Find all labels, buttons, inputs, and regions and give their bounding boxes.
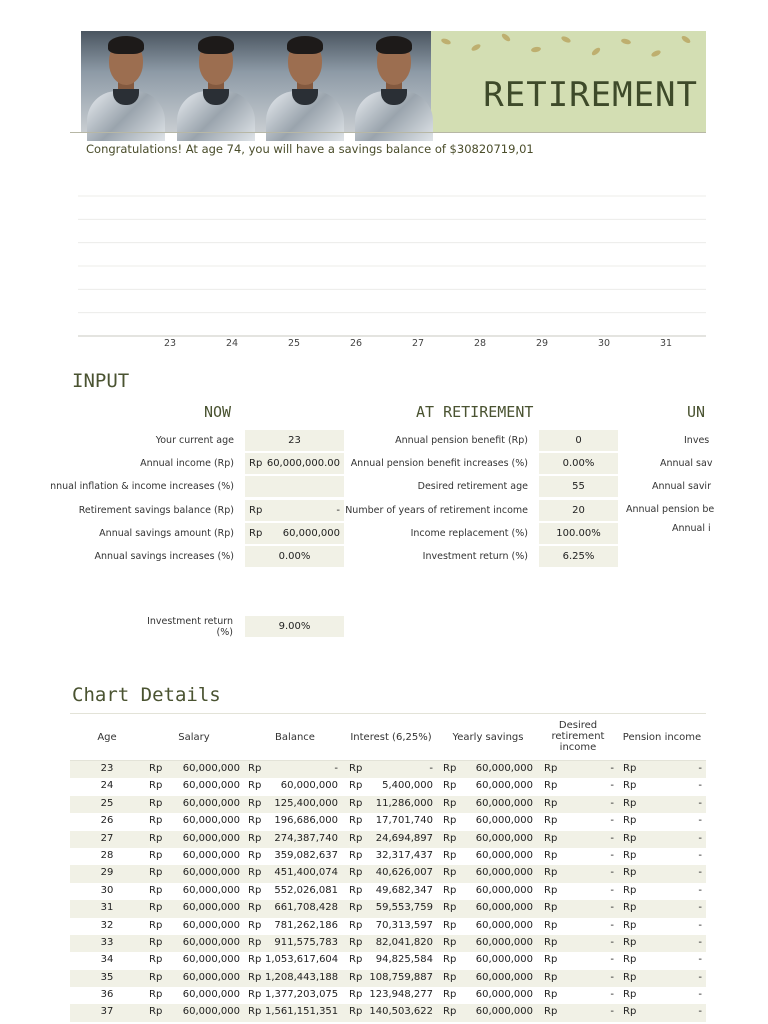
cell-balance: 781,262,186 (274, 919, 338, 931)
cell-pension-income: - (698, 815, 702, 827)
cell-salary: 60,000,000 (182, 780, 240, 792)
cell-currency: Rp (623, 919, 637, 931)
table-row (70, 952, 706, 969)
now-field-input[interactable] (245, 523, 344, 544)
table-row (70, 987, 706, 1004)
cell-desired-income: - (610, 867, 614, 879)
cell-interest: 17,701,740 (375, 815, 433, 827)
cell-age: 25 (100, 797, 114, 809)
field-value: - (336, 504, 340, 516)
chart-details-heading: Chart Details (72, 684, 221, 706)
cell-currency: Rp (349, 936, 363, 948)
cell-currency: Rp (149, 849, 163, 861)
col-salary: Salary (178, 732, 210, 743)
table-header (70, 713, 706, 761)
cell-currency: Rp (443, 780, 457, 792)
cell-balance: 274,387,740 (274, 832, 338, 844)
cell-currency: Rp (443, 815, 457, 827)
cell-currency: Rp (248, 797, 262, 809)
cell-age: 34 (100, 954, 114, 966)
x-tick-label: 27 (411, 338, 425, 349)
cell-currency: Rp (544, 1006, 558, 1018)
cell-desired-income: - (610, 815, 614, 827)
cell-currency: Rp (443, 867, 457, 879)
now-field-label: Retirement savings balance (Rp) (78, 504, 234, 516)
cell-currency: Rp (544, 849, 558, 861)
cell-currency: Rp (443, 797, 457, 809)
cell-currency: Rp (248, 815, 262, 827)
divider (70, 132, 706, 133)
field-value: 55 (572, 481, 585, 493)
cell-currency: Rp (248, 971, 262, 983)
cell-currency: Rp (544, 763, 558, 774)
cell-currency: Rp (248, 867, 262, 879)
field-value: 100.00% (556, 527, 601, 539)
x-tick-label: 23 (163, 338, 177, 349)
banner-title: RETIREMENT (483, 75, 698, 115)
cell-pension-income: - (698, 832, 702, 844)
cell-salary: 60,000,000 (182, 954, 240, 966)
cell-currency: Rp (623, 849, 637, 861)
now-field-input[interactable] (245, 453, 344, 474)
cell-currency: Rp (349, 919, 363, 931)
cell-currency: Rp (149, 815, 163, 827)
cell-currency: Rp (623, 954, 637, 966)
cell-salary: 60,000,000 (182, 1006, 240, 1018)
cell-currency: Rp (443, 832, 457, 844)
cell-yearly-savings: 60,000,000 (475, 989, 533, 1001)
third-field-label: Annual savir (652, 481, 711, 492)
cell-salary: 60,000,000 (182, 815, 240, 827)
cell-interest: 11,286,000 (375, 797, 433, 809)
cell-pension-income: - (698, 884, 702, 896)
cell-salary: 60,000,000 (182, 884, 240, 896)
cell-interest: 70,313,597 (375, 919, 433, 931)
x-tick-label: 30 (597, 338, 611, 349)
cell-balance: 1,561,151,351 (265, 1006, 339, 1018)
x-tick-label: 24 (225, 338, 239, 349)
cell-currency: Rp (623, 832, 637, 844)
cell-currency: Rp (623, 936, 637, 948)
cell-currency: Rp (443, 884, 457, 896)
cell-currency: Rp (248, 780, 262, 792)
cell-age: 28 (100, 849, 114, 861)
cell-age: 26 (100, 815, 114, 827)
col-desired-income: Desired retirement income (551, 720, 605, 753)
cell-balance: 60,000,000 (280, 780, 338, 792)
field-value: 20 (572, 504, 585, 516)
table-row (70, 1004, 706, 1021)
cell-desired-income: - (610, 919, 614, 931)
cell-currency: Rp (149, 936, 163, 948)
cell-yearly-savings: 60,000,000 (475, 1006, 533, 1018)
cell-pension-income: - (698, 954, 702, 966)
cell-currency: Rp (544, 797, 558, 809)
retirement-field-input[interactable] (539, 500, 618, 521)
cell-desired-income: - (610, 780, 614, 792)
table-row (70, 900, 706, 917)
cell-age: 31 (100, 902, 114, 914)
retirement-field-label: Income replacement (%) (410, 527, 528, 539)
cell-currency: Rp (443, 971, 457, 983)
table-row (70, 970, 706, 987)
field-value: 0 (575, 435, 582, 446)
retirement-field-input[interactable] (539, 430, 618, 451)
cell-pension-income: - (698, 936, 702, 948)
cell-currency: Rp (443, 919, 457, 931)
cell-interest: 24,694,897 (375, 832, 433, 844)
cell-currency: Rp (349, 763, 363, 774)
cell-currency: Rp (623, 763, 637, 774)
cell-currency: Rp (349, 989, 363, 1001)
cell-pension-income: - (698, 971, 702, 983)
cell-balance: 1,208,443,188 (265, 971, 339, 983)
col-pension-income: Pension income (622, 732, 702, 743)
input-heading: INPUT (72, 370, 130, 392)
cell-desired-income: - (610, 971, 614, 983)
cell-salary: 60,000,000 (182, 763, 240, 774)
cell-currency: Rp (248, 884, 262, 896)
cell-yearly-savings: 60,000,000 (475, 971, 533, 983)
retirement-field-input[interactable] (539, 546, 618, 567)
cell-currency: Rp (349, 971, 363, 983)
cell-currency: Rp (349, 815, 363, 827)
cell-currency: Rp (544, 867, 558, 879)
cell-age: 23 (100, 763, 114, 774)
cell-currency: Rp (149, 763, 163, 774)
cell-balance: - (334, 763, 338, 774)
now-field-label: Annual savings amount (Rp) (99, 527, 234, 539)
now-field-label: nnual inflation & income increases (%) (50, 481, 234, 493)
retirement-field-label: Annual pension benefit increases (%) (350, 458, 528, 470)
now-field-input[interactable] (245, 500, 344, 521)
cell-salary: 60,000,000 (182, 936, 240, 948)
cell-age: 37 (100, 1006, 114, 1018)
at-retirement-heading: AT RETIREMENT (416, 403, 534, 421)
cell-pension-income: - (698, 902, 702, 914)
cell-currency: Rp (349, 1006, 363, 1018)
cell-currency: Rp (149, 884, 163, 896)
table-row (70, 813, 706, 830)
col-yearly-savings: Yearly savings (452, 732, 524, 743)
table-row (70, 848, 706, 865)
currency-prefix: Rp (249, 458, 263, 470)
table-row (70, 796, 706, 813)
cell-yearly-savings: 60,000,000 (475, 867, 533, 879)
cell-pension-income: - (698, 989, 702, 1001)
cell-salary: 60,000,000 (182, 849, 240, 861)
cell-age: 33 (100, 936, 114, 948)
cell-age: 29 (100, 867, 114, 879)
col-balance: Balance (275, 732, 315, 743)
cell-interest: 59,553,759 (375, 902, 433, 914)
cell-desired-income: - (610, 763, 614, 774)
cell-balance: 359,082,637 (274, 849, 338, 861)
cell-yearly-savings: 60,000,000 (475, 849, 533, 861)
col-interest: Interest (6,25%) (350, 732, 432, 743)
table-row (70, 865, 706, 882)
portrait-photo-2 (171, 31, 261, 133)
cell-currency: Rp (248, 936, 262, 948)
x-tick-label: 25 (287, 338, 301, 349)
cell-currency: Rp (149, 971, 163, 983)
cell-currency: Rp (443, 763, 457, 774)
cell-currency: Rp (349, 902, 363, 914)
cell-currency: Rp (349, 954, 363, 966)
cell-balance: 911,575,783 (274, 936, 338, 948)
portrait-photo-4 (349, 31, 431, 133)
header-banner (81, 31, 706, 133)
cell-currency: Rp (149, 954, 163, 966)
cell-yearly-savings: 60,000,000 (475, 936, 533, 948)
details-table (70, 713, 706, 1022)
cell-balance: 1,377,203,075 (265, 989, 339, 1001)
x-tick-label: 26 (349, 338, 363, 349)
cell-currency: Rp (248, 832, 262, 844)
cell-currency: Rp (248, 763, 262, 774)
cell-salary: 60,000,000 (182, 989, 240, 1001)
cell-currency: Rp (349, 832, 363, 844)
cell-currency: Rp (248, 902, 262, 914)
cell-currency: Rp (544, 971, 558, 983)
cell-currency: Rp (544, 780, 558, 792)
cell-interest: 40,626,007 (375, 867, 433, 879)
cell-currency: Rp (544, 989, 558, 1001)
cell-pension-income: - (698, 780, 702, 792)
cell-currency: Rp (248, 1006, 262, 1018)
cell-salary: 60,000,000 (182, 832, 240, 844)
cell-age: 30 (100, 884, 114, 896)
retirement-field-input[interactable] (539, 523, 618, 544)
col-age: Age (97, 732, 117, 743)
cell-currency: Rp (349, 797, 363, 809)
retirement-field-label: Investment return (%) (422, 551, 528, 562)
third-field-label: Annual sav (660, 458, 713, 469)
cell-currency: Rp (623, 1006, 637, 1018)
now-field-label: Your current age (155, 435, 234, 446)
cell-desired-income: - (610, 902, 614, 914)
cell-currency: Rp (544, 815, 558, 827)
cell-currency: Rp (349, 780, 363, 792)
cell-currency: Rp (544, 936, 558, 948)
cell-balance: 125,400,000 (274, 797, 338, 809)
cell-balance: 552,026,081 (274, 884, 338, 896)
cell-currency: Rp (349, 867, 363, 879)
cell-age: 24 (100, 780, 114, 792)
cell-currency: Rp (248, 849, 262, 861)
third-field-label: Inves (684, 435, 710, 446)
cell-currency: Rp (149, 832, 163, 844)
cell-yearly-savings: 60,000,000 (475, 815, 533, 827)
cell-balance: 196,686,000 (274, 815, 338, 827)
field-value: 60,000,000 (282, 527, 340, 539)
now-field-input[interactable] (245, 430, 344, 451)
congrats-message: Congratulations! At age 74, you will have a savings balance of $30820719,01 (86, 142, 534, 156)
now-field-label: Annual savings increases (%) (94, 551, 234, 562)
cell-currency: Rp (149, 989, 163, 1001)
cell-salary: 60,000,000 (182, 971, 240, 983)
cell-currency: Rp (443, 849, 457, 861)
cell-balance: 1,053,617,604 (265, 954, 339, 966)
cell-salary: 60,000,000 (182, 867, 240, 879)
cell-currency: Rp (623, 902, 637, 914)
table-row (70, 831, 706, 848)
investment-return-label-line1: Investment return (147, 616, 233, 627)
cell-desired-income: - (610, 954, 614, 966)
now-heading: NOW (204, 403, 232, 421)
cell-salary: 60,000,000 (182, 902, 240, 914)
cell-yearly-savings: 60,000,000 (475, 797, 533, 809)
retirement-field-label: Annual pension benefit (Rp) (395, 435, 528, 446)
cell-currency: Rp (149, 867, 163, 879)
cell-desired-income: - (610, 884, 614, 896)
cell-currency: Rp (623, 989, 637, 1001)
field-value: 6.25% (562, 551, 595, 562)
cell-pension-income: - (698, 1006, 702, 1018)
cell-currency: Rp (248, 919, 262, 931)
cell-currency: Rp (149, 797, 163, 809)
cell-yearly-savings: 60,000,000 (475, 902, 533, 914)
cell-interest: 5,400,000 (382, 780, 433, 792)
cell-currency: Rp (623, 867, 637, 879)
cell-age: 35 (100, 971, 114, 983)
cell-yearly-savings: 60,000,000 (475, 884, 533, 896)
table-body (70, 761, 706, 1022)
cell-currency: Rp (544, 884, 558, 896)
x-tick-label: 31 (659, 338, 673, 349)
cell-yearly-savings: 60,000,000 (475, 919, 533, 931)
cell-currency: Rp (623, 884, 637, 896)
investment-return-label-line2: (%) (216, 627, 233, 638)
field-value: 0.00% (278, 551, 311, 562)
cell-pension-income: - (698, 849, 702, 861)
cell-pension-income: - (698, 797, 702, 809)
cell-pension-income: - (698, 867, 702, 879)
cell-balance: 451,400,074 (274, 867, 338, 879)
currency-prefix: Rp (249, 527, 263, 539)
now-field-input[interactable] (245, 546, 344, 567)
cell-pension-income: - (698, 919, 702, 931)
cell-currency: Rp (544, 832, 558, 844)
cell-currency: Rp (443, 1006, 457, 1018)
retirement-field-input[interactable] (539, 453, 618, 474)
cell-interest: - (429, 763, 433, 774)
cell-currency: Rp (149, 902, 163, 914)
cell-currency: Rp (544, 902, 558, 914)
cell-salary: 60,000,000 (182, 919, 240, 931)
portrait-photo-1 (81, 31, 171, 133)
cell-currency: Rp (623, 797, 637, 809)
retirement-field-label: Number of years of retirement income (345, 504, 528, 516)
table-row (70, 778, 706, 795)
cell-interest: 123,948,277 (369, 989, 433, 1001)
cell-currency: Rp (349, 849, 363, 861)
now-field-label: Annual income (Rp) (140, 458, 234, 470)
cell-yearly-savings: 60,000,000 (475, 832, 533, 844)
x-tick-label: 28 (473, 338, 487, 349)
table-row (70, 883, 706, 900)
cell-age: 27 (100, 832, 114, 844)
cell-interest: 94,825,584 (375, 954, 433, 966)
cell-desired-income: - (610, 936, 614, 948)
retirement-field-input[interactable] (539, 476, 618, 497)
cell-desired-income: - (610, 797, 614, 809)
cell-currency: Rp (544, 954, 558, 966)
cell-currency: Rp (443, 902, 457, 914)
field-value: 0.00% (562, 458, 595, 470)
cell-interest: 108,759,887 (369, 971, 433, 983)
cell-currency: Rp (443, 936, 457, 948)
cell-interest: 49,682,347 (375, 884, 433, 896)
investment-return-label (147, 616, 233, 638)
portrait-photo-3 (260, 31, 350, 133)
currency-prefix: Rp (249, 504, 263, 516)
cell-interest: 82,041,820 (375, 936, 433, 948)
cell-pension-income: - (698, 763, 702, 774)
savings-chart (70, 170, 710, 355)
cell-age: 36 (100, 989, 114, 1001)
cell-currency: Rp (443, 989, 457, 1001)
third-field-label: Annual pension be (626, 504, 715, 515)
cell-currency: Rp (623, 971, 637, 983)
cell-yearly-savings: 60,000,000 (475, 763, 533, 774)
cell-currency: Rp (248, 954, 262, 966)
table-row (70, 918, 706, 935)
cell-age: 32 (100, 919, 114, 931)
now-field-input[interactable] (245, 476, 344, 497)
third-field-label: Annual i (672, 523, 711, 534)
cell-desired-income: - (610, 832, 614, 844)
investment-return-field[interactable] (245, 616, 344, 637)
cell-currency: Rp (248, 989, 262, 1001)
cell-interest: 140,503,622 (369, 1006, 433, 1018)
cell-currency: Rp (149, 780, 163, 792)
third-heading: UN (687, 403, 706, 421)
cell-currency: Rp (544, 919, 558, 931)
cell-currency: Rp (149, 919, 163, 931)
field-value: 60,000,000.00 (266, 458, 340, 470)
field-value: 23 (288, 435, 301, 446)
cell-desired-income: - (610, 849, 614, 861)
cell-balance: 661,708,428 (274, 902, 338, 914)
investment-return-value: 9.00% (278, 621, 311, 632)
cell-yearly-savings: 60,000,000 (475, 954, 533, 966)
cell-currency: Rp (149, 1006, 163, 1018)
table-row (70, 935, 706, 952)
cell-interest: 32,317,437 (375, 849, 433, 861)
cell-currency: Rp (443, 954, 457, 966)
retirement-field-label: Desired retirement age (417, 481, 528, 493)
cell-currency: Rp (349, 884, 363, 896)
cell-desired-income: - (610, 989, 614, 1001)
cell-yearly-savings: 60,000,000 (475, 780, 533, 792)
cell-currency: Rp (623, 780, 637, 792)
cell-currency: Rp (623, 815, 637, 827)
cell-salary: 60,000,000 (182, 797, 240, 809)
leaf-pattern-icon (431, 31, 706, 61)
table-row (70, 761, 706, 778)
cell-desired-income: - (610, 1006, 614, 1018)
x-tick-label: 29 (535, 338, 549, 349)
